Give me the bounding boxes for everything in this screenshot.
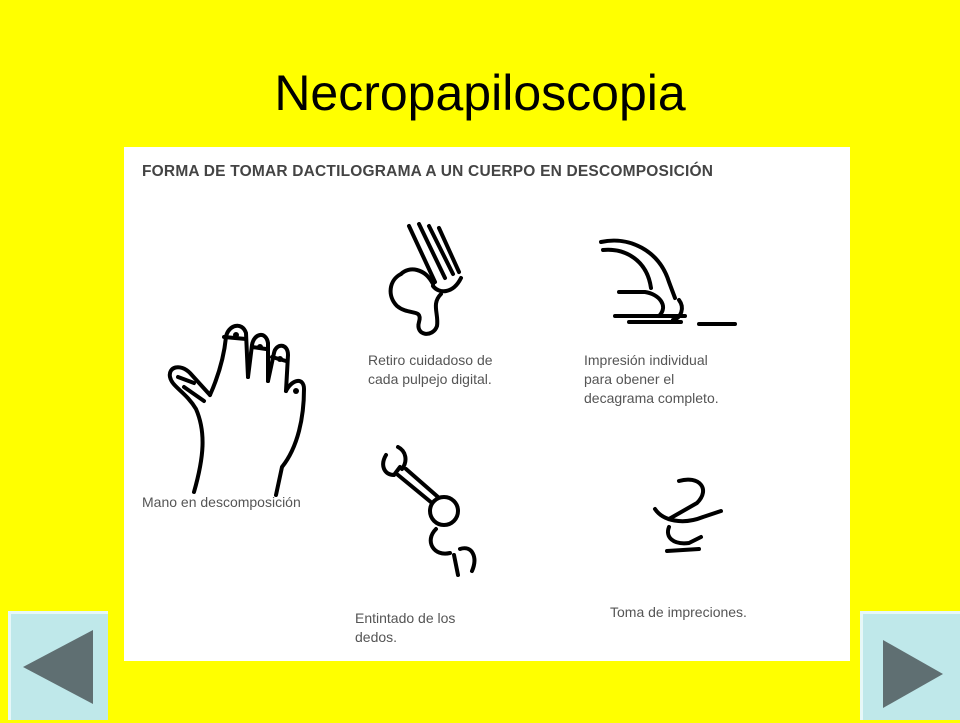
decomposed-hand-sketch bbox=[164, 317, 324, 497]
triangle-left-icon bbox=[11, 614, 111, 723]
caption-inking: Entintado de los dedos. bbox=[355, 610, 456, 645]
caption-impression: Impresión individual para obener el decagrama completo. bbox=[584, 352, 719, 406]
individual-impression-sketch bbox=[589, 232, 749, 332]
caption-removal: Retiro cuidadoso de cada pulpejo digital. bbox=[368, 352, 493, 387]
previous-slide-button[interactable] bbox=[8, 611, 108, 720]
figure-heading: FORMA DE TOMAR DACTILOGRAMA A UN CUERPO EN DESCOMPOSICIÓN bbox=[142, 163, 714, 180]
triangle-right-icon bbox=[863, 614, 960, 723]
pad-removal-sketch bbox=[379, 222, 479, 342]
caption-taking: Toma de impreciones. bbox=[610, 604, 747, 620]
taking-impressions-sketch bbox=[639, 475, 739, 565]
next-slide-button[interactable] bbox=[860, 611, 960, 720]
slide-title: Necropapiloscopia bbox=[274, 65, 686, 121]
figure-illustration bbox=[124, 147, 850, 661]
inking-fingers-sketch bbox=[376, 445, 486, 585]
caption-hand: Mano en descomposición bbox=[142, 494, 301, 510]
